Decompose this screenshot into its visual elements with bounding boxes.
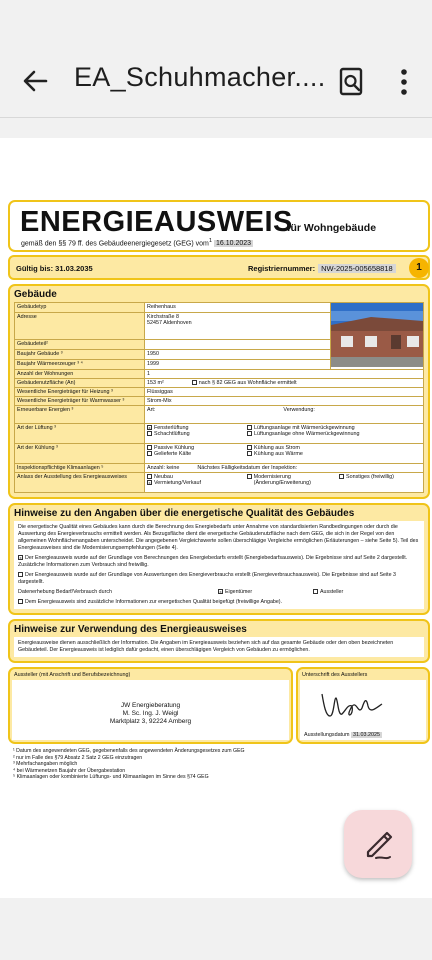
- table-row: Wesentliche Energieträger für Warmwasser ³ Strom-Mix: [15, 397, 424, 406]
- gebaeude-table: [14, 302, 424, 493]
- valid-until: Gültig bis: 31.03.2035: [16, 264, 93, 273]
- document-search-icon[interactable]: [338, 67, 366, 97]
- more-vert-icon[interactable]: [396, 66, 412, 98]
- building-photo: [331, 303, 424, 370]
- table-row: Baujahr Wärmeerzeuger ³ ⁴ 1999: [15, 359, 424, 369]
- geg-date: 16.10.2023: [216, 240, 252, 248]
- table-row: Inspektionspflichtige Klimaanlagen ⁵ Anzahl: keine Nächstes Fälligkeitsdatum der Inspektion:: [15, 464, 424, 473]
- table-row: Gebäudeteil²: [15, 339, 424, 349]
- signature-box: Unterschrift des Ausstellers Ausstellungsdatum 31.03.2025: [296, 667, 430, 744]
- bottom-area: [0, 898, 432, 960]
- table-row: Wesentliche Energieträger für Heizung ³ Flüssiggas: [15, 388, 424, 397]
- doc-title-suffix: für Wohngebäude: [287, 222, 377, 234]
- hinweise-section: [8, 503, 430, 615]
- toolbar-divider: [0, 117, 432, 118]
- aussteller-section: [8, 667, 430, 744]
- table-row: Gebäudetyp Reihenhaus: [15, 303, 424, 313]
- table-row: Erneuerbare Energien ³ Art: Verwendung:: [15, 406, 424, 424]
- house-photo-image: [331, 303, 423, 367]
- doc-subtitle: gemäß den §§ 79 ff. des Gebäudeenergiegesetz (GEG) vom$^1$ 16.10.2023: [21, 238, 252, 248]
- table-row: Anlass der Ausstellung des Energieausweises Neubau x Vermietung/Verkauf Modernisierung (Änderung/Erweiterung) Sonstiges (freiwillig): [15, 473, 424, 493]
- app-toolbar: [0, 0, 432, 118]
- verwendung-text: Energieausweise dienen ausschließlich der Information. Die Angaben im Energieausweis beziehen sich auf das gesamte Gebäude oder den oben bezeichneten Gebäudeteil. Der Energieausweis ist lediglich dafür gedacht, einen überschlägigen Vergleich von Gebäuden zu ermöglichen.: [14, 637, 424, 657]
- page-number-badge: 1: [409, 258, 429, 278]
- aussteller-box: Aussteller (mit Anschrift und Berufsbezeichnung) JW Energieberatung M. Sc. Ing. J. Weigl Marktplatz 3, 92224 Amberg: [8, 667, 293, 744]
- signature-image: [316, 686, 386, 726]
- verwendung-heading: Hinweise zur Verwendung des Energieausweises: [14, 624, 247, 635]
- registration-number: Registriernummer: NW-2025-005658818: [248, 264, 396, 273]
- table-row: Gebäudenutzfläche (An) 153 m² nach § 82 GEG aus Wohnfläche ermittelt: [15, 379, 424, 388]
- footnotes: ¹ Datum des angewendeten GEG, gegebenenfalls des angewendeten Änderungsgesetzes zum GEG ² nur im Falle des §79 Absatz 2 Satz 2 GEG einzutragen ³ Mehrfachangaben möglich ⁴ bei Wärmenetzen Baujahr der Übergabestation ⁵ Klimaanlagen oder kombinierte Lüftungs- und Klimaanlagen im Sinne des §74 GEG: [13, 748, 245, 780]
- edit-pencil-icon: [344, 810, 412, 878]
- table-row: Art der Kühlung ³ Passive Kühlung Kühlung aus Strom Gelieferte Kälte Kühlung aus Wärme: [15, 444, 424, 464]
- table-row: Art der Lüftung ³ x Fensterlüftung Lüftungsanlage mit Wärmerückgewinnung Schachtlüftung Lüftungsanlage ohne Wärmerückgewinnung: [15, 424, 424, 444]
- document-title: EA_Schuhmacher....: [74, 62, 326, 92]
- pdf-page[interactable]: [0, 138, 432, 898]
- validity-row: [8, 255, 430, 280]
- gebaeude-heading: Gebäude: [14, 289, 57, 300]
- table-row: Anzahl der Wohnungen 1: [15, 370, 424, 379]
- table-row: Adresse Kirchstraße 8 52457 Aldenhoven: [15, 313, 424, 340]
- gebaeude-section: [8, 284, 430, 499]
- hinweise-heading: Hinweise zu den Angaben über die energetische Qualität des Gebäudes: [14, 508, 355, 519]
- energieausweis-document: [8, 200, 430, 781]
- document-header: [8, 200, 430, 252]
- doc-title: ENERGIEAUSWEIS: [20, 206, 293, 238]
- arrow-left-icon[interactable]: [20, 66, 50, 96]
- verwendung-section: [8, 619, 430, 663]
- table-row: Baujahr Gebäude ³ 1950: [15, 349, 424, 359]
- edit-fab-button[interactable]: [344, 810, 412, 878]
- hinweise-text: Die energetische Qualität eines Gebäudes kann durch die Berechnung des Energiebedarfs unter Annahme von standardisierten Randbedingungen oder durch die Auswertung des Energieverbrauchs ermittelt werden. Als Bezugsfläche dient die energetische Gebäudenutzfläche nach dem GEG, die sich in der Regel von den allgemeinen Wohnflächenangaben unterscheidet. Die angegebenen Vergleichswerte sollen überschlägige Vergleiche ermöglichen (Erläuterungen – siehe Seite 5). Teil des Energieausweises sind die Modernisierungsempfehlungen (Seite 4). x Der Energieausweis wurde auf der Grundlage von Berechnungen des Energiebedarfs erstellt (Energiebedarfsausweis). Die Ergebnisse sind auf Seite 2 dargestellt. Zusätzliche Informationen zum Verbrauch sind freiwillig. Der Energieausweis wurde auf der Grundlage von Auswertungen des Energieverbrauchs erstellt (Energieverbrauchsausweis). Die Ergebnisse sind auf Seite 3 dargestellt. Datenerhebung Bedarf/Verbrauch durch x Eigentümer Aussteller Dem Energieausweis sind zusätzliche Informationen zur energetischen Qualität beigefügt (freiwillige Angabe).: [14, 521, 424, 609]
